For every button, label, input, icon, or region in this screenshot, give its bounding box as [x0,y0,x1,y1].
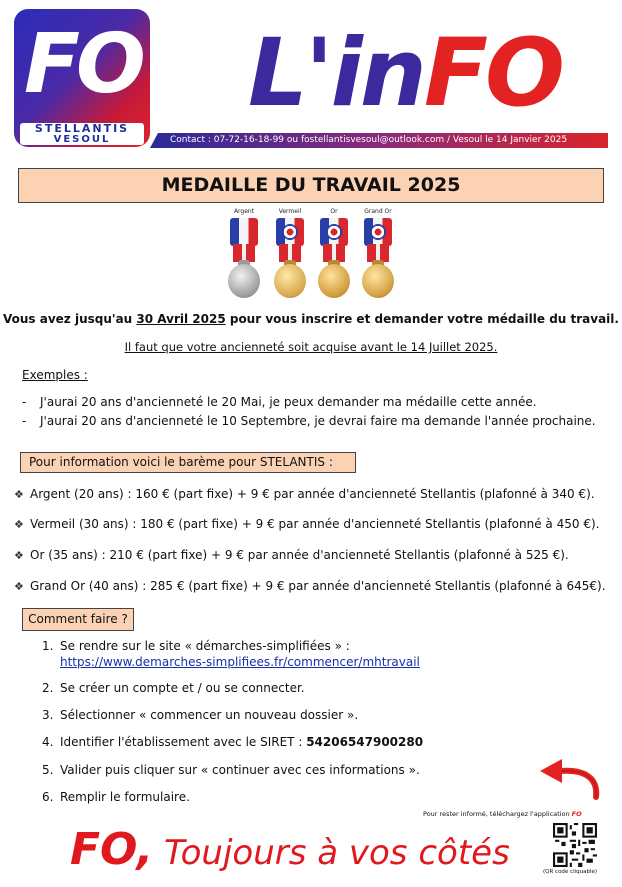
step-item: 5. Valider puis cliquer sur « continuer avec ces informations ». [42,763,420,777]
deadline-date: 30 Avril 2025 [136,312,226,326]
scale-label: Pour information voici le barème pour STELANTIS : [20,452,356,473]
medal-label: Vermeil [278,208,302,215]
curved-arrow-icon [536,757,600,803]
qr-caption: (QR code cliquable) [543,869,598,875]
rosette-icon [282,224,298,240]
diamond-bullet-icon: ❖ [14,488,24,501]
medals-image [222,208,400,302]
medal-icon [274,264,306,298]
slogan [70,822,510,887]
example-item: - J'aurai 20 ans d'ancienneté le 10 Septembre, je devrai faire ma demande l'année prochaine. [22,414,596,428]
newsletter-title [248,18,562,130]
example-item: - J'aurai 20 ans d'ancienneté le 20 Mai, je peux demander ma médaille cette année. [22,395,537,409]
scale-item-text: Argent (20 ans) : 160 € (part fixe) + 9 € par année d'ancienneté Stellantis (plafonné à 340 €). [30,487,595,501]
example-text: J'aurai 20 ans d'ancienneté le 20 Mai, je peux demander ma médaille cette année. [40,395,537,409]
step-text: Sélectionner « commencer un nouveau dossier ». [60,708,359,722]
medal-icon [362,264,394,298]
scale-item-grand-or [14,579,606,593]
diamond-bullet-icon: ❖ [14,518,24,531]
newsletter-title-part2: FO [423,19,562,128]
contact-info: Contact : 07-72-16-18-99 ou fostellantisvesoul@outlook.com / Vesoul le 14 Janvier 2025 [170,135,568,145]
logo-subtitle-stellantis: STELLANTIS [34,122,130,135]
rosette-icon [326,224,342,240]
medal-label: Argent [233,208,255,215]
medal-icon [228,264,260,298]
step-text: Remplir le formulaire. [60,790,190,804]
step-item: 3. Sélectionner « commencer un nouveau dossier ». [42,708,359,722]
scale-item-text: Vermeil (30 ans) : 180 € (part fixe) + 9 € par année d'ancienneté Stellantis (plafonné à 450 €). [30,517,600,531]
siret-number: 54206547900280 [306,735,424,749]
logo-subtitle [20,123,144,145]
step-text: Se créer un compte et / ou se connecter. [60,681,305,695]
scale-item-or [14,548,569,562]
step-text: Se rendre sur le site « démarches-simplifiées » : [60,639,350,653]
ribbon-icon [230,218,258,246]
logo-subtitle-vesoul: VESOUL [53,134,111,145]
step-text: Valider puis cliquer sur « continuer avec ces informations ». [60,763,420,777]
newsletter-title-part1: L'in [248,19,424,128]
diamond-bullet-icon: ❖ [14,549,24,562]
app-fo: FO [571,810,582,818]
deadline-before: Vous avez jusqu'au [3,312,137,326]
medal-or [314,208,354,302]
app-text: Pour rester informé, téléchargez l'application [423,810,572,818]
qr-code-icon[interactable] [553,823,597,867]
seniority-note: Il faut que votre ancienneté soit acquise avant le 14 Juillet 2025. [124,340,498,354]
medal-grand-or [358,208,398,302]
logo-fo-text: FO [24,17,142,112]
diamond-bullet-icon: ❖ [14,580,24,593]
slogan-text: Toujours à vos côtés [153,833,510,873]
scale-item-text: Or (35 ans) : 210 € (part fixe) + 9 € par année d'ancienneté Stellantis (plafonné à 525 €). [30,548,569,562]
medal-vermeil [270,208,310,302]
scale-item-vermeil [14,517,599,531]
page-title: MEDAILLE DU TRAVAIL 2025 [18,168,604,203]
demarches-link[interactable]: https://www.demarches-simplifiees.fr/commencer/mhtravail [60,655,420,669]
step-item: 2. Se créer un compte et / ou se connecter. [42,681,305,695]
step-item: 4. Identifier l'établissement avec le SIRET : 54206547900280 [42,735,424,749]
scale-item-text: Grand Or (40 ans) : 285 € (part fixe) + 9 € par année d'ancienneté Stellantis (plafonné à 645€). [30,579,606,593]
fo-logo [14,9,150,147]
step-item: 1. Se rendre sur le site « démarches-simplifiées » : [42,639,350,653]
step-item: 6. Remplir le formulaire. [42,790,190,804]
medal-label: Or [330,208,338,215]
app-download-text [423,810,582,818]
how-to-label: Comment faire ? [22,608,134,631]
rosette-icon [370,224,386,240]
slogan-fo: FO, [70,824,154,875]
step-text: Identifier l'établissement avec le SIRET : [60,735,307,749]
examples-label: Exemples : [22,368,88,382]
medal-label: Grand Or [364,208,392,215]
example-text: J'aurai 20 ans d'ancienneté le 10 Septembre, je devrai faire ma demande l'année prochaine. [40,414,596,428]
medal-argent [224,208,264,302]
medal-icon [318,264,350,298]
scale-item-argent [14,487,595,501]
deadline-after: pour vous inscrire et demander votre médaille du travail. [225,312,619,326]
deadline-text [0,312,622,326]
